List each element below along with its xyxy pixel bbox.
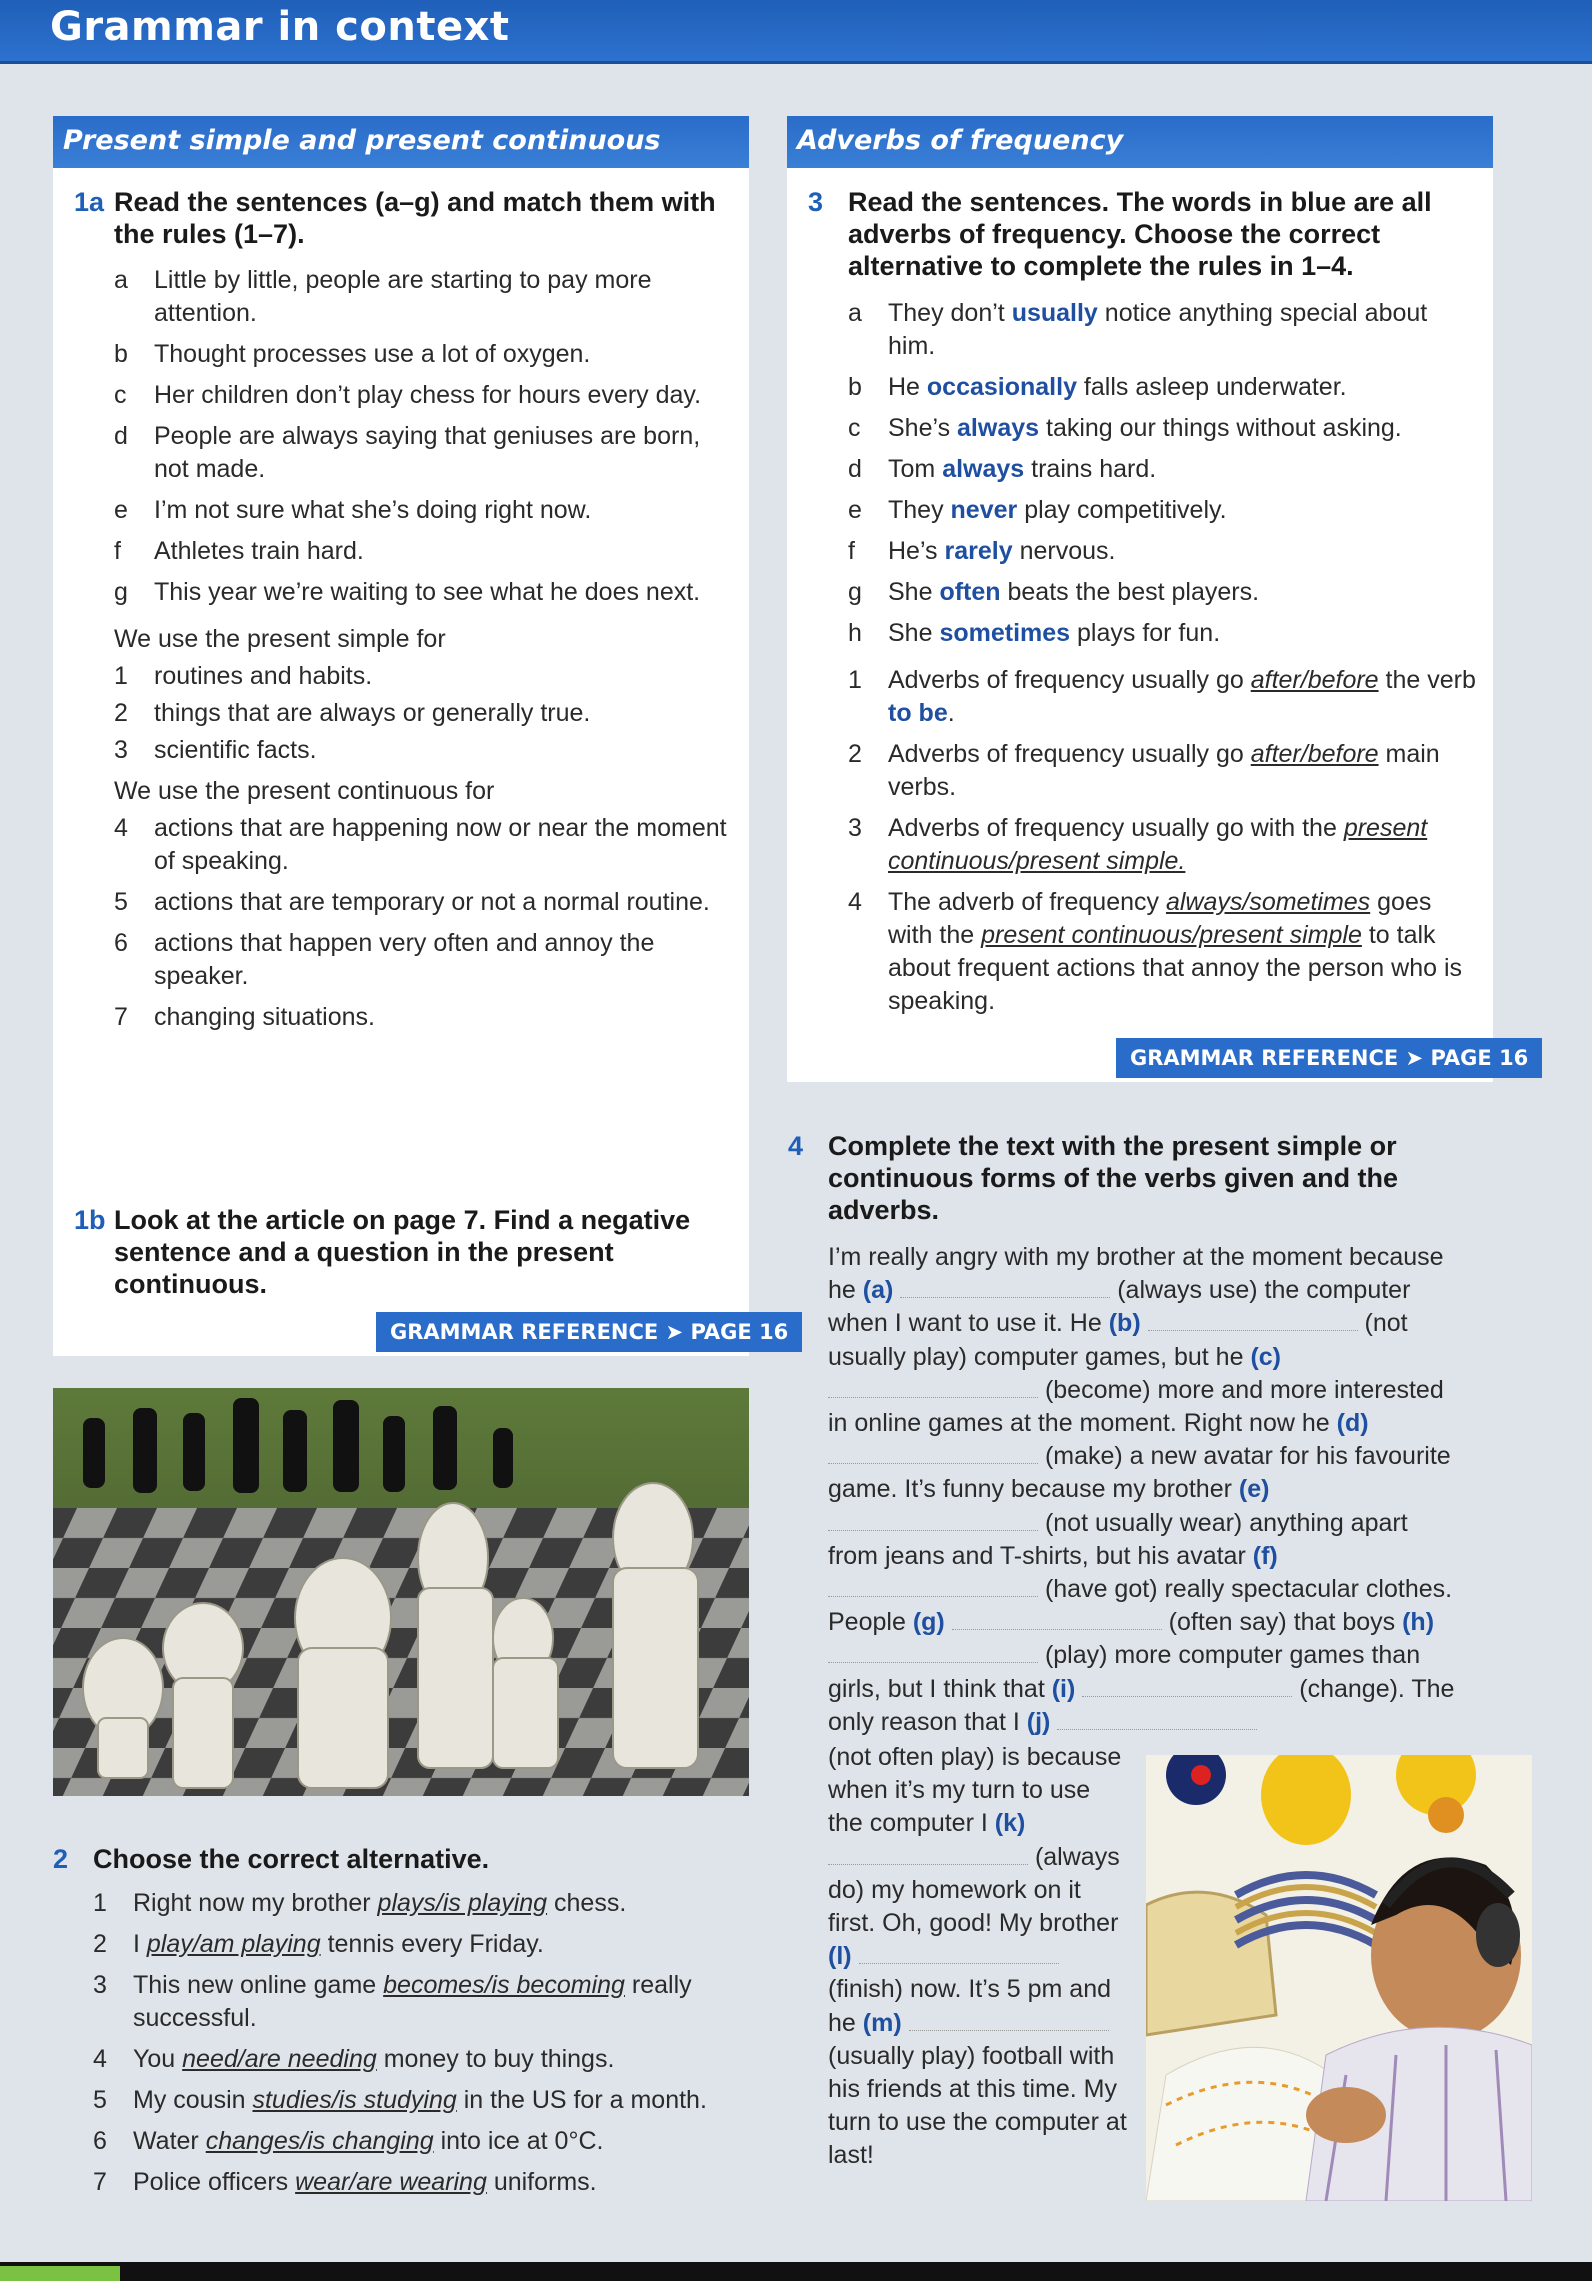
simple-intro: We use the present simple for <box>114 625 446 653</box>
blank-a[interactable] <box>900 1276 1110 1298</box>
adverb: never <box>950 496 1018 524</box>
blank-i[interactable] <box>1082 1675 1292 1697</box>
rule-item: 2 things that are always or generally true. <box>114 699 591 727</box>
page-footer-accent <box>0 2266 120 2281</box>
list-item: e I’m not sure what she’s doing right now. <box>114 496 592 524</box>
adverb: occasionally <box>926 373 1077 401</box>
list-item: 2 I play/am playing tennis every Friday. <box>93 1930 544 1958</box>
alternative-choice[interactable]: changes/is changing <box>205 2127 434 2155</box>
sentence-list-3 <box>848 297 1478 1026</box>
rule-item: 3 Adverbs of frequency usually go with the present continuous/present simple. <box>848 814 1428 875</box>
adverb: usually <box>1011 299 1098 327</box>
adverb: always <box>942 455 1025 483</box>
alternative-choice[interactable]: after/before <box>1250 740 1379 768</box>
alternative-choice[interactable]: play/am playing <box>146 1930 321 1958</box>
rule-item: 2 Adverbs of frequency usually go after/before main verbs. <box>848 740 1440 801</box>
page-title: Grammar in context <box>50 4 510 50</box>
rule-item: 4 actions that are happening now or near the moment of speaking. <box>114 814 727 875</box>
blank-c[interactable] <box>828 1376 1038 1398</box>
grammar-reference-link-left[interactable]: GRAMMAR REFERENCE ➤ PAGE 16 <box>376 1312 802 1352</box>
list-item: c She’s always taking our things without asking. <box>848 414 1402 442</box>
section-title-adverbs: Adverbs of frequency <box>787 116 1493 168</box>
list-item: e They never play competitively. <box>848 496 1227 524</box>
question-4 <box>788 1130 1468 1226</box>
blank-h[interactable] <box>828 1641 1038 1663</box>
alternative-choice[interactable]: after/before <box>1250 666 1379 694</box>
list-item: h She sometimes plays for fun. <box>848 619 1221 647</box>
list-item: a Little by little, people are starting to pay more attention. <box>114 266 652 327</box>
alternative-choice[interactable]: present continuous/present simple <box>981 921 1362 949</box>
blank-g[interactable] <box>952 1608 1162 1630</box>
rule-item: 7 changing situations. <box>114 1003 375 1031</box>
alternative-choice[interactable]: studies/is studying <box>252 2086 457 2114</box>
question-1a <box>74 186 744 250</box>
alternative-choice[interactable]: need/are needing <box>182 2045 377 2073</box>
question-instruction: Complete the text with the present simple or continuous forms of the verbs given and the adverbs. <box>828 1131 1399 1225</box>
boy-headphones-photo <box>1146 1755 1532 2201</box>
rule-item: 1 routines and habits. <box>114 662 373 690</box>
list-item: 3 This new online game becomes/is becoming really successful. <box>93 1971 692 2032</box>
list-item: 1 Right now my brother plays/is playing chess. <box>93 1889 627 1917</box>
blank-k[interactable] <box>828 1843 1028 1865</box>
list-item: 7 Police officers wear/are wearing uniforms. <box>93 2168 597 2196</box>
adverb: sometimes <box>939 619 1071 647</box>
blank-l[interactable] <box>859 1942 1059 1964</box>
section-title-present: Present simple and present continuous <box>53 116 749 168</box>
sentence-list-1a <box>114 264 734 1042</box>
page-footer-bar <box>0 2262 1592 2281</box>
list-item: a They don’t usually notice anything special about him. <box>848 299 1428 360</box>
rule-item: 3 scientific facts. <box>114 736 317 764</box>
question-number: 3 <box>808 187 824 217</box>
question-instruction: Read the sentences (a–g) and match them with the rules (1–7). <box>114 187 716 249</box>
list-item: g She often beats the best players. <box>848 578 1260 606</box>
alternative-choice[interactable]: becomes/is becoming <box>383 1971 625 1999</box>
question-instruction: Read the sentences. The words in blue are all adverbs of frequency. Choose the correct alternative to complete the rules in 1–4. <box>848 187 1432 281</box>
list-item: c Her children don’t play chess for hours every day. <box>114 381 702 409</box>
blank-d[interactable] <box>828 1442 1038 1464</box>
blank-j[interactable] <box>1057 1708 1257 1730</box>
blank-m[interactable] <box>909 2009 1109 2031</box>
adverb: always <box>957 414 1040 442</box>
question-instruction: Look at the article on page 7. Find a negative sentence and a question in the present continuous. <box>114 1205 691 1299</box>
alternatives-list-2 <box>93 1887 753 2207</box>
list-item: g This year we’re waiting to see what he does next. <box>114 578 701 606</box>
list-item: f Athletes train hard. <box>114 537 364 565</box>
list-item: d Tom always trains hard. <box>848 455 1157 483</box>
question-2 <box>53 1843 733 1875</box>
alternative-choice[interactable]: present continuous/present simple. <box>888 814 1428 875</box>
question-number: 1a <box>74 187 105 217</box>
list-item: f He’s rarely nervous. <box>848 537 1116 565</box>
grammar-reference-link-right[interactable]: GRAMMAR REFERENCE ➤ PAGE 16 <box>1116 1038 1542 1078</box>
question-instruction: Choose the correct alternative. <box>93 1844 490 1874</box>
list-item: 4 You need/are needing money to buy things. <box>93 2045 615 2073</box>
alternative-choice[interactable]: always/sometimes <box>1165 888 1371 916</box>
rule-item: 5 actions that are temporary or not a normal routine. <box>114 888 710 916</box>
list-item: b He occasionally falls asleep underwater. <box>848 373 1347 401</box>
rule-item: 4 The adverb of frequency always/sometimes goes with the present continuous/present simple to talk about frequent actions that annoy the person who is speaking. <box>848 888 1462 1015</box>
rule-item: 6 actions that happen very often and annoy the speaker. <box>114 929 655 990</box>
page-header <box>0 0 1592 64</box>
adverb: often <box>939 578 1001 606</box>
list-item: 5 My cousin studies/is studying in the US for a month. <box>93 2086 707 2114</box>
question-number: 1b <box>74 1205 106 1235</box>
blank-f[interactable] <box>828 1575 1038 1597</box>
question-number: 4 <box>788 1131 804 1161</box>
question-3 <box>808 186 1478 282</box>
chess-illustration <box>53 1388 749 1796</box>
gap-fill-text-bottom: (not often play) is because when it’s my turn to use the computer I (k) (always do) my homework on it first. Oh, good! My brother (l) (finish) now. It’s 5 pm and he (m) (usually play) football with his friends at this time. My turn to use the computer at last! <box>828 1743 1127 2170</box>
continuous-intro: We use the present continuous for <box>114 777 495 805</box>
chess-photo <box>53 1388 749 1796</box>
list-item: b Thought processes use a lot of oxygen. <box>114 340 591 368</box>
alternative-choice[interactable]: wear/are wearing <box>295 2168 487 2196</box>
list-item: d People are always saying that geniuses are born, not made. <box>114 422 701 483</box>
rule-item: 1 Adverbs of frequency usually go after/before the verb to be. <box>848 666 1476 727</box>
boy-illustration <box>1146 1755 1532 2201</box>
list-item: 6 Water changes/is changing into ice at 0°C. <box>93 2127 604 2155</box>
gap-fill-text-top: I’m really angry with my brother at the moment because he (a) (always use) the computer when I want to use it. He (b) (not usually play) computer games, but he (c) (become) more and more interested in online games at the moment. Right now he (d) (make) a new avatar for his favourite game. It’s funny because my brother (e) (not usually wear) anything apart from jeans and T-shirts, but his avatar (f) (have got) really spectacular clothes. People (g) (often say) that boys (h) (play) more computer games than girls, but I think that (i) (change). The only reason that I (j) <box>828 1243 1455 1736</box>
question-number: 2 <box>53 1844 69 1874</box>
blank-e[interactable] <box>828 1509 1038 1531</box>
alternative-choice[interactable]: plays/is playing <box>377 1889 548 1917</box>
blank-b[interactable] <box>1148 1309 1358 1331</box>
question-1b <box>74 1204 734 1300</box>
adverb: rarely <box>944 537 1013 565</box>
